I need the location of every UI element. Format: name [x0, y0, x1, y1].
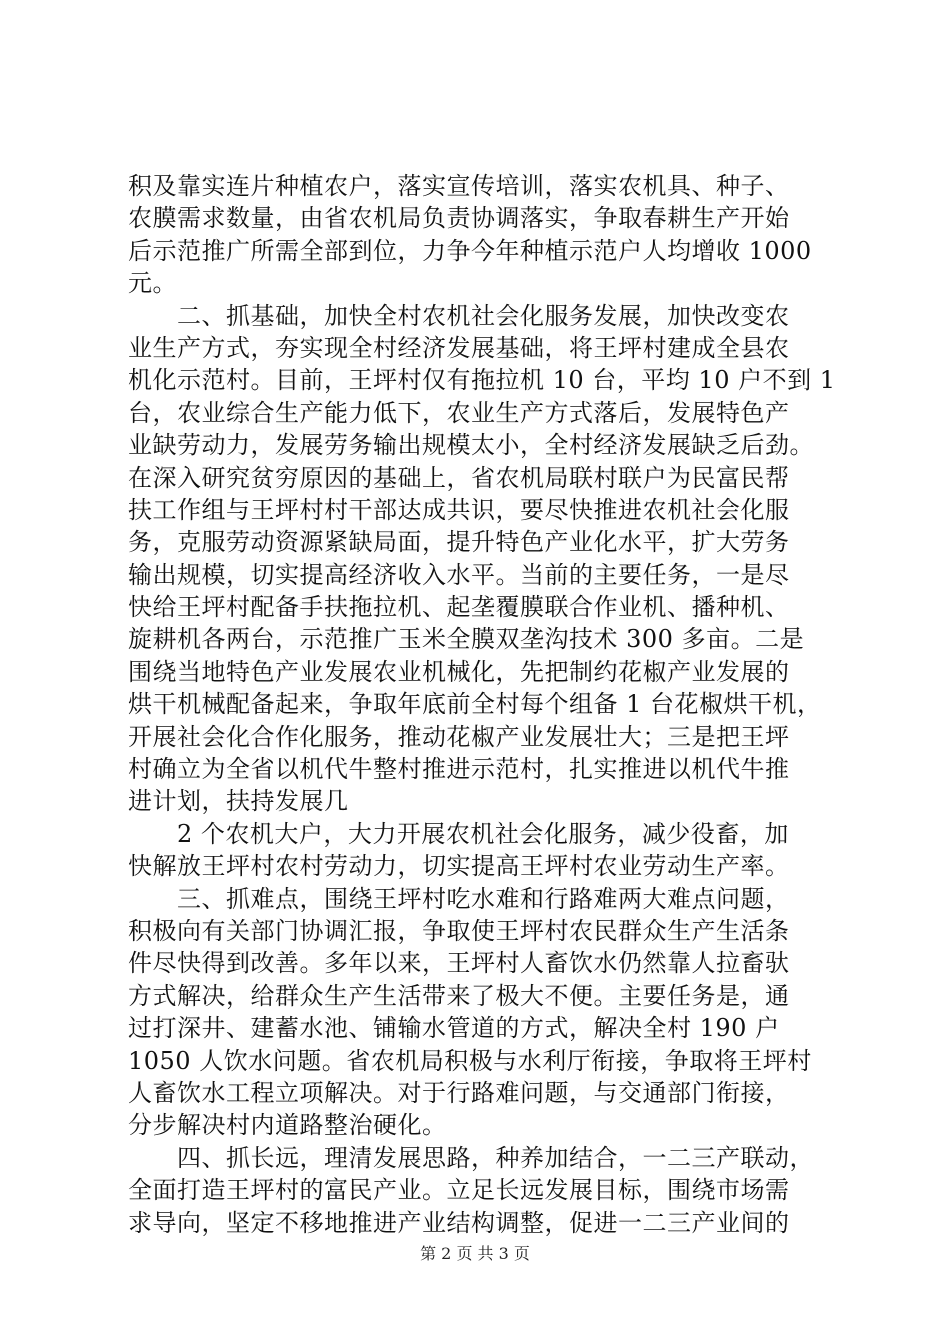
- text-line: 全面打造王坪村的富民产业。立足长远发展目标，围绕市场需: [128, 1176, 790, 1205]
- text-line: 旋耕机各两台，示范推广玉米全膜双垄沟技术 300 多亩。二是: [128, 625, 805, 654]
- text-line: 求导向，坚定不移地推进产业结构调整，促进一二三产业间的: [128, 1208, 790, 1237]
- text-line: 三、抓难点，围绕王坪村吃水难和行路难两大难点问题，: [128, 884, 790, 913]
- text-line: 扶工作组与王坪村村干部达成共识，要尽快推进农机社会化服: [128, 495, 790, 524]
- text-line: 分步解决村内道路整治硬化。: [128, 1111, 447, 1140]
- text-line: 快给王坪村配备手扶拖拉机、起垄覆膜联合作业机、播种机、: [128, 593, 790, 622]
- text-line: 业缺劳动力，发展劳务输出规模太小，全村经济发展缺乏后劲。: [128, 431, 814, 460]
- text-line: 元。: [128, 269, 177, 298]
- text-line: 务，克服劳动资源紧缺局面，提升特色产业化水平，扩大劳务: [128, 528, 790, 557]
- text-line: 机化示范村。目前，王坪村仅有拖拉机 10 台，平均 10 户不到 1: [128, 366, 836, 395]
- text-line: 四、抓长远，理清发展思路，种养加结合，一二三产联动，: [128, 1143, 814, 1172]
- text-line: 人畜饮水工程立项解决。对于行路难问题，与交通部门衔接，: [128, 1078, 790, 1107]
- page-footer: [0, 1244, 950, 1264]
- text-line: 村确立为全省以机代牛整村推进示范村，扎实推进以机代牛推: [128, 755, 790, 784]
- text-line: 进计划，扶持发展几: [128, 787, 349, 816]
- body-text: [128, 170, 836, 1239]
- text-line: 围绕当地特色产业发展农业机械化，先把制约花椒产业发展的: [128, 657, 790, 686]
- text-line: 输出规模，切实提高经济收入水平。当前的主要任务，一是尽: [128, 560, 790, 589]
- page-number-label: 第 2 页 共 3 页: [420, 1244, 530, 1263]
- text-line: 2 个农机大户，大力开展农机社会化服务，减少役畜，加: [128, 819, 789, 848]
- text-line: 积及靠实连片种植农户，落实宣传培训，落实农机具、种子、: [128, 172, 790, 200]
- text-line: 烘干机械配备起来，争取年底前全村每个组备 1 台花椒烘干机，: [128, 690, 822, 719]
- text-line: 二、抓基础，加快全村农机社会化服务发展，加快改变农: [128, 301, 790, 330]
- text-line: 过打深井、建蓄水池、铺输水管道的方式，解决全村 190 户: [128, 1014, 780, 1043]
- text-line: 业生产方式，夯实现全村经济发展基础，将王坪村建成全县农: [128, 333, 790, 362]
- text-line: 积极向有关部门协调汇报，争取使王坪村农民群众生产生活条: [128, 916, 790, 945]
- text-line: 快解放王坪村农村劳动力，切实提高王坪村农业劳动生产率。: [128, 852, 790, 881]
- text-line: 1050 人饮水问题。省农机局积极与水利厅衔接，争取将王坪村: [128, 1046, 812, 1075]
- text-line: 件尽快得到改善。多年以来，王坪村人畜饮水仍然靠人拉畜驮: [128, 949, 790, 978]
- text-line: 农膜需求数量，由省农机局负责协调落实，争取春耕生产开始: [128, 204, 790, 233]
- text-line: 台，农业综合生产能力低下，农业生产方式落后，发展特色产: [128, 398, 790, 427]
- text-line: 后示范推广所需全部到位，力争今年种植示范户人均增收 1000: [128, 236, 812, 265]
- text-line: 在深入研究贫穷原因的基础上，省农机局联村联户为民富民帮: [128, 463, 790, 492]
- text-line: 方式解决，给群众生产生活带来了极大不便。主要任务是，通: [128, 981, 790, 1010]
- text-line: 开展社会化合作化服务，推动花椒产业发展壮大；三是把王坪: [128, 722, 790, 751]
